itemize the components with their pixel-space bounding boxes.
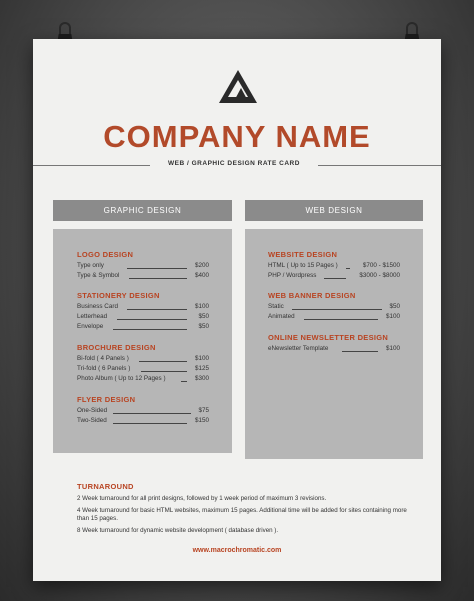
price-row — [77, 365, 209, 375]
item-price: $100 — [194, 303, 209, 310]
turnaround-note: 2 Week turnaround for all print designs, followed by 1 week period of maximum 3 revisions. — [77, 495, 327, 502]
item-name: One-Sided — [77, 407, 108, 414]
item-name: Bi-fold ( 4 Panels ) — [77, 355, 129, 362]
turnaround-title: TURNAROUND — [77, 482, 134, 491]
price-row — [268, 345, 400, 355]
leader-line — [117, 319, 187, 320]
price-row — [268, 313, 400, 323]
item-price: $100 — [385, 345, 400, 352]
item-price: $50 — [198, 323, 209, 330]
website-url: www.macrochromatic.com — [192, 547, 282, 554]
leader-line — [181, 381, 187, 382]
section-title: FLYER DESIGN — [77, 395, 136, 404]
price-row — [268, 262, 400, 272]
divider-right — [318, 165, 441, 166]
leader-line — [346, 268, 350, 269]
section-title: WEB BANNER DESIGN — [268, 291, 356, 300]
rate-card-subtitle: WEB / GRAPHIC DESIGN RATE CARD — [168, 160, 300, 167]
section-title: LOGO DESIGN — [77, 250, 134, 259]
item-price: $100 — [385, 313, 400, 320]
price-row — [77, 417, 209, 427]
leader-line — [127, 309, 187, 310]
turnaround-note: 8 Week turnaround for dynamic website development ( database driven ). — [77, 527, 279, 534]
price-row — [77, 323, 209, 333]
leader-line — [113, 413, 191, 414]
turnaround-note: 4 Week turnaround for basic HTML websites, maximum 15 pages. Additional time will be added for sites containing more than 15 pages. — [77, 507, 407, 522]
leader-line — [304, 319, 378, 320]
price-row — [77, 262, 209, 272]
item-name: Type & Symbol — [77, 272, 120, 279]
leader-line — [113, 329, 187, 330]
section-stationery-design — [77, 291, 209, 333]
leader-line — [113, 423, 187, 424]
leader-line — [129, 278, 187, 279]
item-price: $200 — [194, 262, 209, 269]
divider-left — [33, 165, 150, 166]
leader-line — [342, 351, 378, 352]
graphic-design-header: GRAPHIC DESIGN — [53, 200, 232, 221]
item-name: HTML ( Up to 15 Pages ) — [268, 262, 338, 269]
item-price: $300 — [194, 375, 209, 382]
price-row — [77, 355, 209, 365]
item-name: Tri-fold ( 6 Panels ) — [77, 365, 131, 372]
section-title: ONLINE NEWSLETTER DESIGN — [268, 333, 389, 342]
item-name: Two-Sided — [77, 417, 107, 424]
item-name: Animated — [268, 313, 295, 320]
item-name: PHP / Wordpress — [268, 272, 317, 279]
leader-line — [141, 371, 187, 372]
item-name: Letterhead — [77, 313, 108, 320]
item-price: $50 — [198, 313, 209, 320]
leader-line — [292, 309, 382, 310]
item-price: $400 — [194, 272, 209, 279]
item-name: Type only — [77, 262, 104, 269]
price-row — [77, 313, 209, 323]
item-price: $100 — [194, 355, 209, 362]
rate-card-poster — [33, 39, 441, 581]
section-flyer-design — [77, 395, 209, 427]
section-online-newsletter-design — [268, 333, 400, 355]
item-price: $50 — [389, 303, 400, 310]
price-row — [77, 407, 209, 417]
item-name: Static — [268, 303, 284, 310]
item-name: Business Card — [77, 303, 118, 310]
price-row — [268, 303, 400, 313]
web-design-panel — [245, 229, 423, 459]
leader-line — [139, 361, 187, 362]
item-price: $75 — [198, 407, 209, 414]
price-row — [77, 272, 209, 282]
item-price: $125 — [194, 365, 209, 372]
price-row — [268, 272, 400, 282]
web-design-header: WEB DESIGN — [245, 200, 423, 221]
section-brochure-design — [77, 343, 209, 385]
section-title: WEBSITE DESIGN — [268, 250, 338, 259]
item-price: $150 — [194, 417, 209, 424]
item-price: $3000 - $8000 — [359, 272, 400, 279]
section-title: STATIONERY DESIGN — [77, 291, 160, 300]
leader-line — [324, 278, 346, 279]
triangle-logo-icon — [219, 70, 257, 103]
item-name: eNewsletter Template — [268, 345, 329, 352]
item-name: Photo Album ( Up to 12 Pages ) — [77, 375, 166, 382]
item-price: $700 - $1500 — [362, 262, 400, 269]
price-row — [77, 303, 209, 313]
graphic-design-panel — [53, 229, 232, 453]
section-web-banner-design — [268, 291, 400, 323]
section-title: BROCHURE DESIGN — [77, 343, 156, 352]
leader-line — [127, 268, 187, 269]
company-name: COMPANY NAME — [103, 119, 371, 154]
section-logo-design — [77, 250, 209, 282]
price-row — [77, 375, 209, 385]
section-website-design — [268, 250, 400, 282]
item-name: Envelope — [77, 323, 104, 330]
